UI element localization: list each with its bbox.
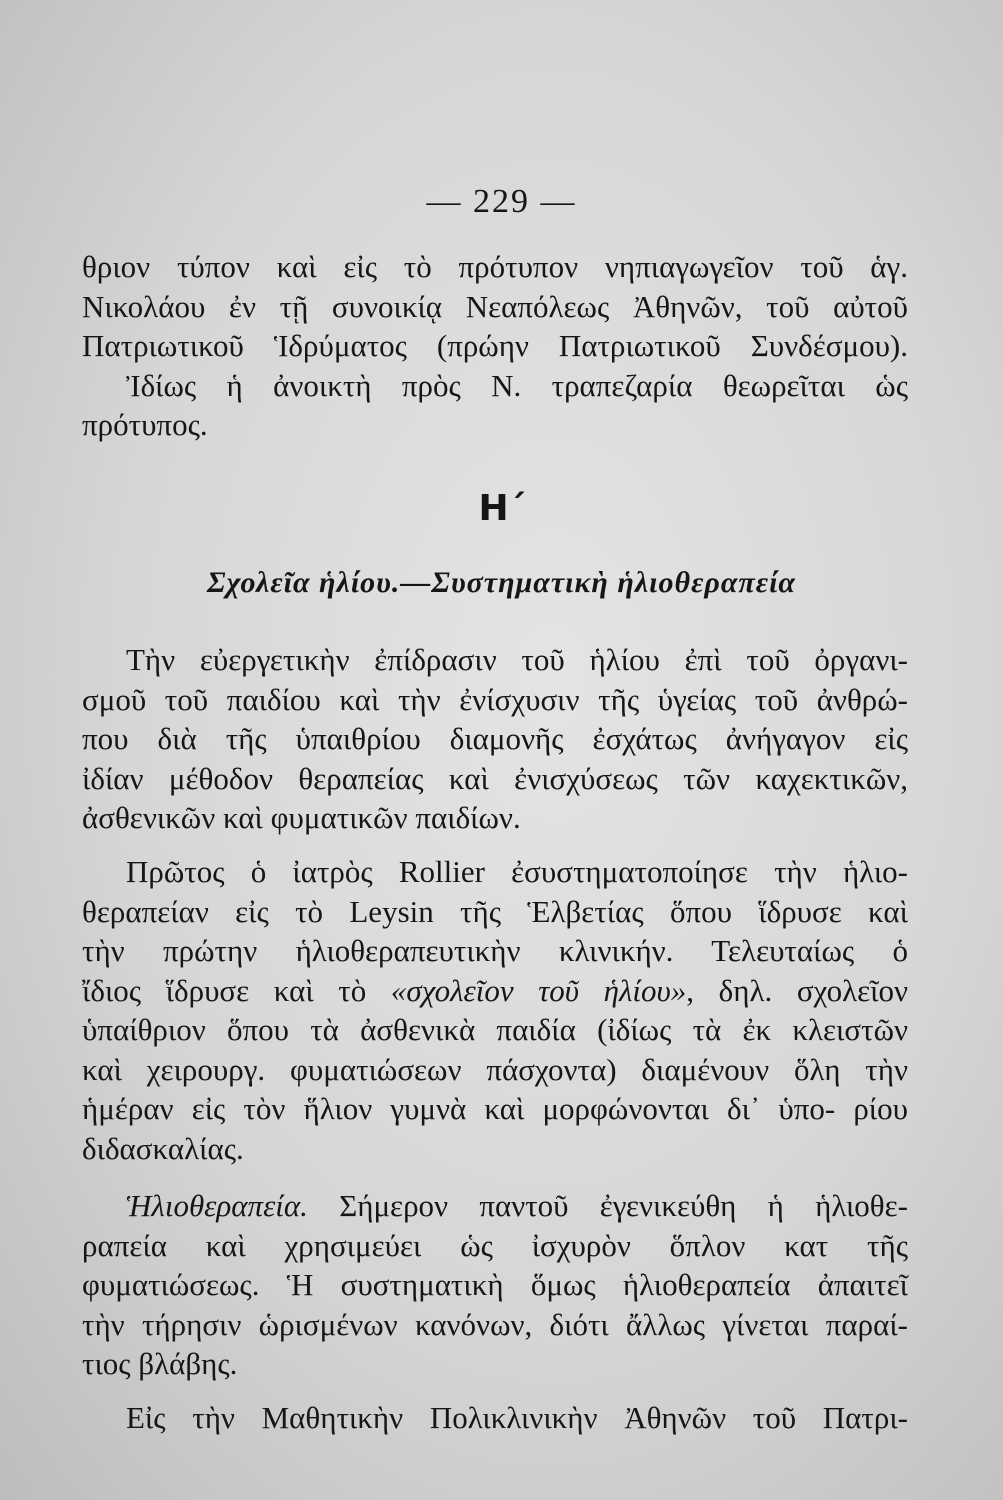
text-line: διδασκαλίας. [82, 1130, 244, 1166]
text-line: Εἰς τὴν Μαθητικὴν Πολικλινικὴν Ἀθηνῶν τοῦ Πατρι- [126, 1400, 908, 1435]
paragraph-2 [82, 852, 908, 1168]
quoted-phrase: «σχολεῖον τοῦ ἡλίου» [390, 972, 687, 1008]
text-line: Πατριωτικοῦ Ἱδρύματος (πρώην Πατριωτικοῦ Συνδέσμου). [82, 328, 908, 363]
text-line: σμοῦ τοῦ παιδίου καὶ τὴν ἐνίσχυσιν τῆς ὑγείας τοῦ ἀνθρώ- [82, 681, 908, 717]
section-letter: Η΄ [478, 488, 525, 529]
intro-paragraph [82, 247, 908, 445]
text-line: θριον τύπον καὶ εἰς τὸ πρότυπον νηπιαγωγεῖον τοῦ ἁγ. [82, 249, 908, 284]
section-title: Σχολεῖα ἡλίου.—Συστηματικὴ ἡλιοθεραπεία [206, 566, 797, 599]
text-line: ἰδίαν μέθοδον θεραπείας καὶ ἐνισχύσεως τῶν καχεκτικῶν, [82, 760, 908, 796]
paragraph-3 [82, 1186, 908, 1384]
text-line: Πρῶτος ὁ ἰατρὸς Rollier ἐσυστηματοποίησε τὴν ἡλιο- [126, 854, 908, 889]
text-line: φυματιώσεως. Ἡ συστηματικὴ ὅμως ἡλιοθεραπεία ἀπαιτεῖ [82, 1267, 908, 1302]
page-number: — 229 — [426, 183, 577, 220]
text-line: πρότυπος. [82, 407, 208, 442]
text-line: Νικολάου ἐν τῇ συνοικίᾳ Νεαπόλεως Ἀθηνῶν, τοῦ αὐτοῦ [82, 288, 908, 324]
text-line: ραπεία καὶ χρησιμεύει ὡς ἰσχυρὸν ὅπλον κατ τῆς [82, 1227, 908, 1263]
text-line: καὶ χειρουργ. φυματιώσεων πάσχοντα) διαμένουν ὅλη τὴν [82, 1051, 908, 1087]
text-line: ἡμέραν εἰς τὸν ἥλιον γυμνὰ καὶ μορφώνονται δι᾽ ὑπο- ρίου [82, 1091, 908, 1126]
text-line: τιος βλάβης. [82, 1346, 238, 1381]
text-line: Ἰδίως ἡ ἀνοικτὴ πρὸς Ν. τραπεζαρία θεωρεῖται ὡς [126, 367, 908, 403]
text-line: που διὰ τῆς ὑπαιθρίου διαμονῆς ἐσχάτως ἀνήγαγον εἰς [82, 721, 908, 756]
text-line: ἀσθενικῶν καὶ φυματικῶν παιδίων. [82, 800, 521, 835]
text-line: Τὴν εὐεργετικὴν ἐπίδρασιν τοῦ ἡλίου ἐπὶ τοῦ ὀργανι- [126, 642, 908, 677]
text-line: τὴν τήρησιν ὡρισμένων κανόνων, διότι ἄλλως γίνεται παραί- [82, 1306, 908, 1342]
text-line: τὴν πρώτην ἡλιοθεραπευτικὴν κλινικήν. Τελευταίως ὁ [82, 933, 908, 968]
text-line: θεραπείαν εἰς τὸ Leysin τῆς Ἑλβετίας ὅπου ἵδρυσε καὶ [82, 893, 908, 929]
text-line [82, 1186, 908, 1226]
text-line: ἴδιος ἵδρυσε καὶ τὸ «σχολεῖον τοῦ ἡλίου», δηλ. σχολεῖον [82, 972, 909, 1008]
text-line: ὑπαίθριον ὅπου τὰ ἀσθενικὰ παιδία (ἰδίως τὰ ἐκ κλειστῶν [82, 1012, 908, 1047]
paragraph-4 [82, 1398, 908, 1438]
text-fragment: Σήμερον παντοῦ ἐγενικεύθη ἡ ἡλιοθε- [339, 1188, 908, 1223]
paragraph-lead-italic: Ἡλιοθεραπεία. [126, 1188, 308, 1223]
paragraph-1 [82, 640, 908, 838]
